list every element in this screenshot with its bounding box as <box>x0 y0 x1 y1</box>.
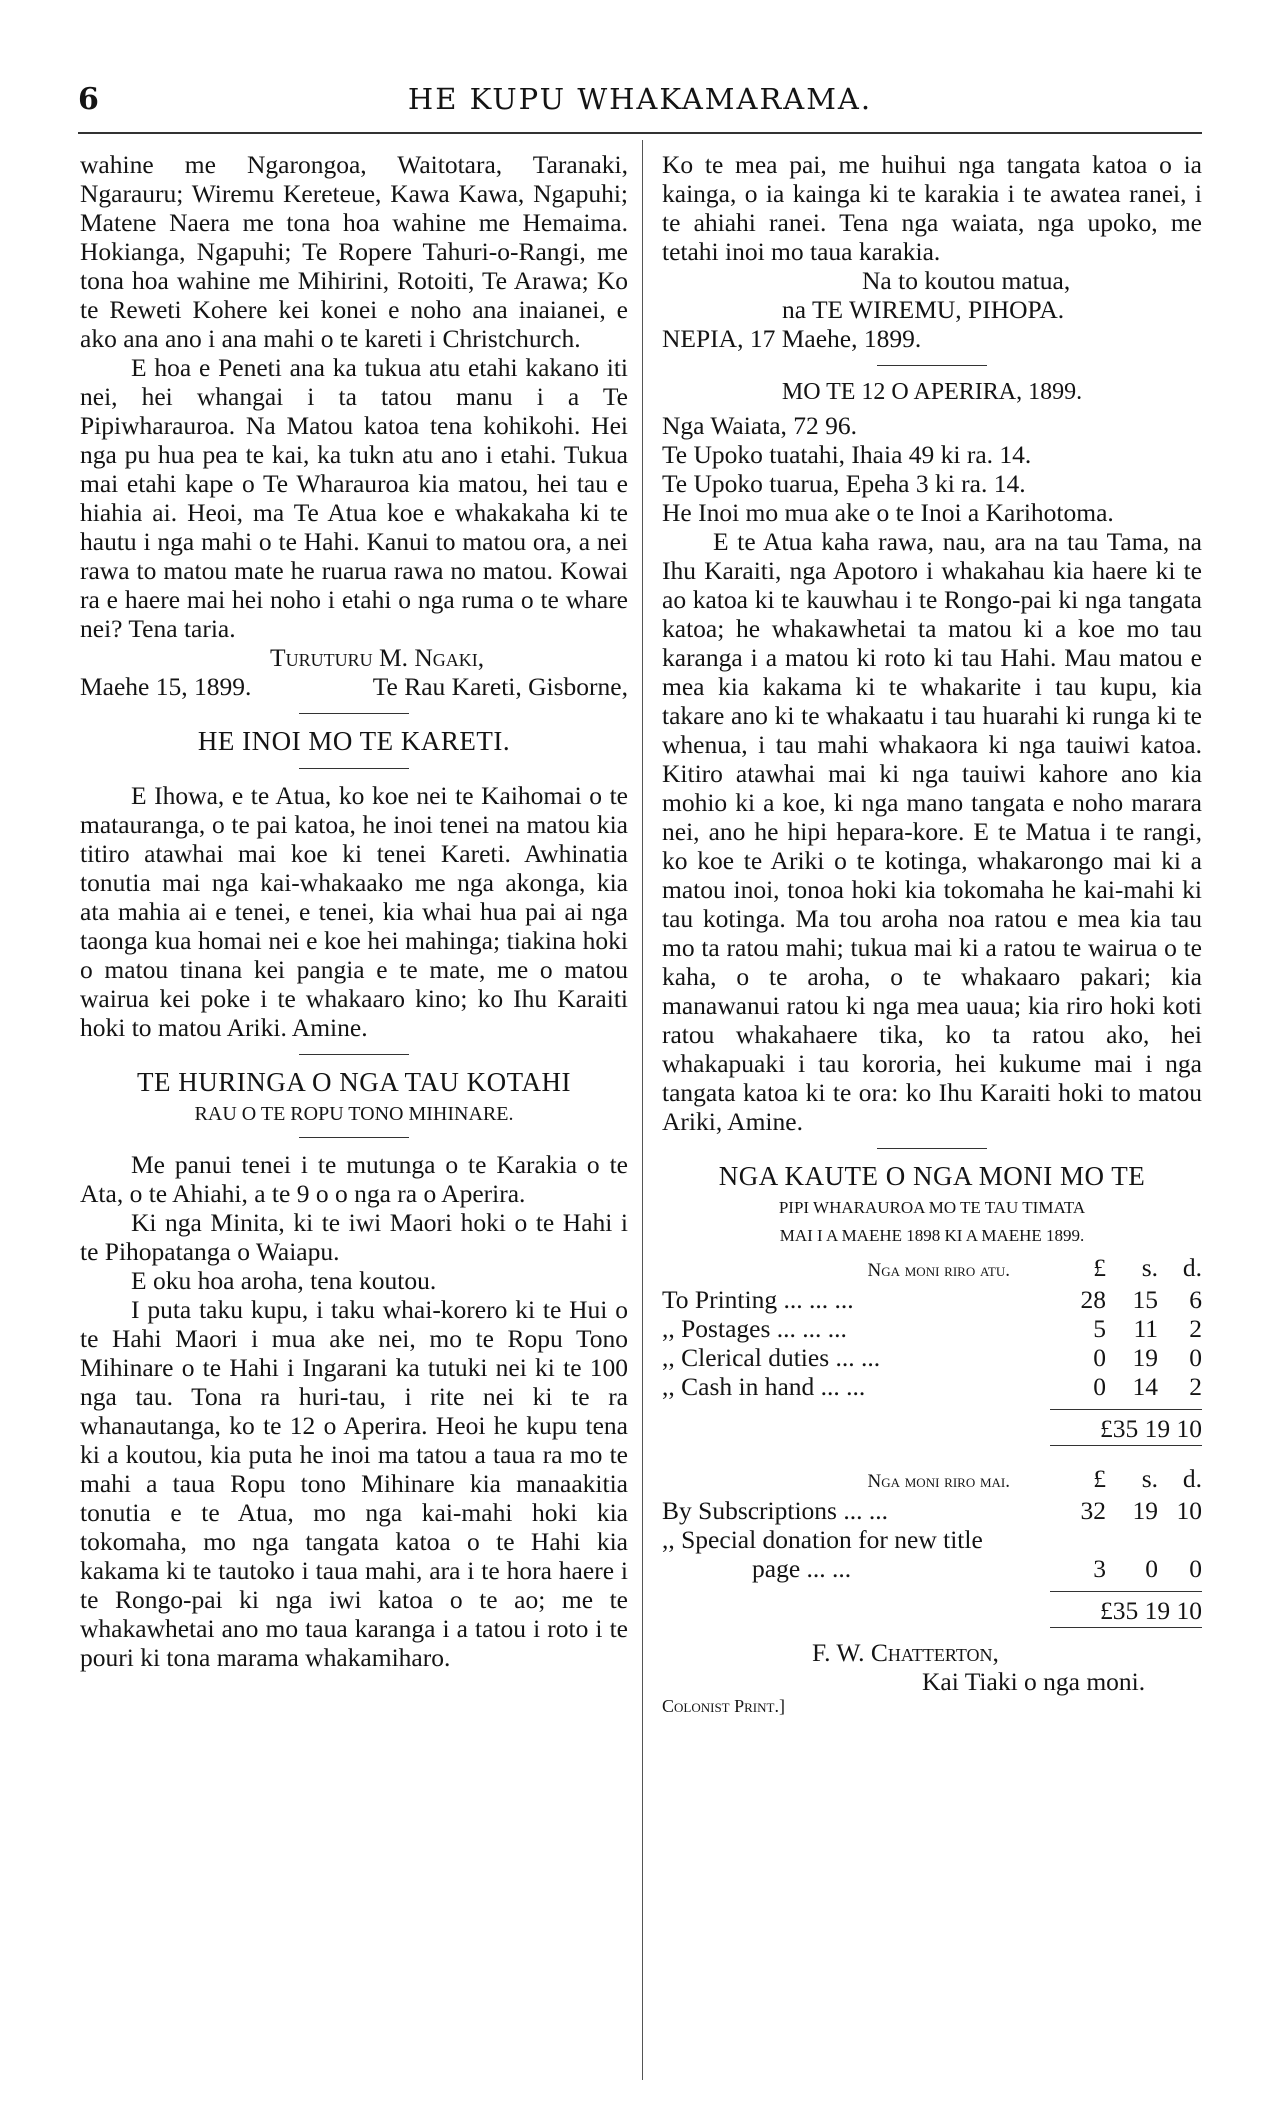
ledger-shillings: 11 <box>1133 1314 1158 1343</box>
centenary-subtitle: RAU O TE ROPU TONO MIHINARE. <box>194 1103 514 1125</box>
shillings-heading: s. <box>1141 1253 1158 1282</box>
received-header <box>662 1464 1202 1496</box>
ledger-pounds: 32 <box>1080 1496 1106 1525</box>
ledger-row <box>662 1496 1202 1525</box>
centenary-title: TE HURINGA O NGA TAU KOTAHI <box>137 1067 571 1097</box>
ledger-row <box>662 1343 1202 1372</box>
letter-signature-name: Turuturu M. Ngaki, <box>270 643 485 672</box>
ledger-label: ,, Cash in hand ... ... <box>662 1372 866 1401</box>
section-rule <box>299 1054 409 1055</box>
column-divider <box>642 140 643 2080</box>
ledger-row <box>662 1525 1202 1554</box>
letter-signature-line <box>80 672 628 701</box>
ledger-label: ,, Special donation for new title <box>662 1525 983 1554</box>
mission-prayer: E te Atua kaha rawa, nau, ara na tau Tama, na Ihu Karaiti, nga Apotoro i whakahau kia haere ki te ao katoa ki te kauwhau i te Rongo-pai ki nga tangata katoa; he whakawhetai ta matou ki a koe mo tau karanga i a matou ki roto ki tau Hahi. Mau matou e mea kia kakama ki te whakarite i tau kupu, kia takare ano ki te whakaatu i tau huarahi ki runga ki te whenua, i tau mahi whakaora ki nga tauiwi katoa. Kitiro atawhai mai ki nga tauiwi kahore ano kia mohio ki a koe, ki nga mano tangata e noho marara nei, ano he hipi hepara-kore. E te Matua i te rangi, ko koe te Ariki o te kotinga, whakarongo mai ki a matou inoi, tonoa hoki kia tokomaha he kai-mahi ki tau kotinga. Ma tou aroha noa ratou e mea kia tau mo ta ratou mahi; tukua mai ki a ratou te wairua o te kaha, o te aroha, o te whakaaro pakari; kia manawanui ratou ki nga mea uaua; kia riro hoki koti ratou whakahaere tika, ko ta ratou ako, hei whakapuaki i tau kororia, hei kukume mai i nga tangata katoa ki te ora: ko Ihu Karaiti hoki to matou Ariki, Amine. <box>662 527 1202 1136</box>
dateline: NEPIA, 17 Maehe, 1899. <box>662 324 922 353</box>
received-heading: Nga moni riro mai. <box>867 1471 1010 1492</box>
ledger-shillings: 19 <box>1132 1343 1158 1372</box>
treasurer-title: Kai Tiaki o nga moni. <box>922 1667 1146 1696</box>
accounts-subtitle-1: PIPI WHARAUROA MO TE TAU TIMATA <box>778 1198 1086 1217</box>
pence-heading: d. <box>1182 1464 1202 1493</box>
total-paid-out-value: £35 19 10 <box>1050 1409 1202 1446</box>
ledger-pounds: 0 <box>1093 1343 1106 1372</box>
ledger-label: ,, Postages ... ... ... <box>662 1314 847 1343</box>
page-number: 6 <box>78 82 99 117</box>
ledger-pence: 2 <box>1189 1314 1202 1343</box>
page-header <box>78 82 1202 126</box>
header-rule <box>78 132 1202 134</box>
ledger-shillings: 0 <box>1145 1554 1158 1583</box>
prayer-title: HE INOI MO TE KARETI. <box>197 726 511 756</box>
accounts-subtitle-2: MAI I A MAEHE 1898 KI A MAEHE 1899. <box>779 1226 1085 1245</box>
ledger-pence: 2 <box>1189 1372 1202 1401</box>
section-rule <box>299 713 409 714</box>
paid-out-header <box>662 1253 1202 1285</box>
date-heading: MO TE 12 O APERIRA, 1899. <box>781 379 1083 405</box>
ledger-label: To Printing ... ... ... <box>662 1285 854 1314</box>
pounds-heading: £ <box>1093 1464 1106 1493</box>
ledger-label: ,, Clerical duties ... ... <box>662 1343 881 1372</box>
section-rule <box>299 768 409 769</box>
bishop-signature-1: Na to koutou matua, <box>862 266 1071 295</box>
total-paid-out <box>662 1409 1202 1446</box>
total-received <box>662 1591 1202 1628</box>
bishop-signature-2: na TE WIREMU, PIHOPA. <box>782 295 1065 324</box>
ledger-row <box>662 1554 1202 1583</box>
ledger-pounds: 3 <box>1093 1554 1106 1583</box>
service-paragraph: Ko te mea pai, me huihui nga tangata katoa o ia kainga, o ia kainga ki te karakia i te awatea ranei, i te ahiahi ranei. Tena nga waiata, nga upoko, me tetahi inoi mo taua karakia. <box>662 150 1202 266</box>
section-rule <box>877 1148 987 1149</box>
shillings-heading: s. <box>1141 1464 1158 1493</box>
centenary-paragraph-2: Ki nga Minita, ki te iwi Maori hoki o te Hahi i te Pihopatanga o Waiapu. <box>80 1208 628 1266</box>
ledger-shillings: 14 <box>1132 1372 1158 1401</box>
accounts-title: NGA KAUTE O NGA MONI MO TE <box>718 1161 1146 1191</box>
centenary-paragraph-4: I puta taku kupu, i taku whai-korero ki te Hui o te Hahi Maori i mua ake nei, mo te Ropu Tono Mihinare o te Hahi i Ingarani ka tutuki nei ki te 100 nga tau. Tona ra huri-tau, i rite nei ki te ra whanautanga, ko te 12 o Aperira. Heoi he kupu tena ki a koutou, kia puta he inoi ma tatou a taua ra mo te mahi a taua Ropu tono Mihinare kia manaakitia tonutia e te Atua, mo nga kai-mahi hoki kia tokomaha, mo nga tangata katoa o te Hahi kia kakama ki te tautoko i taua mahi, ara i te hora haere i te Rongo-pai ki nga iwi katoa o te ao; me te whakawhetai ano mo taua karanga i a tatou i roto i te pouri ki tona marama whakamiharo. <box>80 1295 628 1672</box>
order-line: Te Upoko tuarua, Epeha 3 ki ra. 14. <box>662 469 1026 498</box>
total-received-value: £35 19 10 <box>1050 1591 1202 1628</box>
left-column <box>80 150 628 1672</box>
prayer-text: E Ihowa, e te Atua, ko koe nei te Kaihomai o te matauranga, o te pai katoa, he inoi tenei na matou kia titiro atawhai mai koe ki tenei Kareti. Awhinatia tonutia mai nga kai-whakaako me nga akonga, kia ata mahia ai e tenei, e tenei, kia whai hua pai ai nga taonga kua homai nei e koe hei mahinga; tiakina hoki o matou tinana kei pangia e te mate, me o matou wairua kei poke i te whakaaro kino; ko Ihu Karaiti hoki to matou Ariki. Amine. <box>80 781 628 1042</box>
order-line: He Inoi mo mua ake o te Inoi a Karihotoma. <box>662 498 1114 527</box>
ledger-pence: 10 <box>1176 1496 1202 1525</box>
letter-date: Maehe 15, 1899. <box>80 672 252 701</box>
ledger-row <box>662 1285 1202 1314</box>
printer-imprint: Colonist Print.] <box>662 1696 785 1716</box>
ledger-shillings: 19 <box>1132 1496 1158 1525</box>
ledger-row <box>662 1314 1202 1343</box>
letter-paragraph-2: E hoa e Peneti ana ka tukua atu etahi kakano iti nei, hei whangai i ta tatou manu i a Te Pipiwharauroa. Na Matou katoa tena kohikohi. Hei nga pu hua pea te kai, ka tukn atu ano i etahi. Tukua mai etahi kape o Te Wharauroa kia matou, hei tau e hiahia ai. Heoi, ma Te Atua koe e whakakaha ki te hautu i nga mahi o te Hahi. Kanui to matou ora, a nei rawa to matou mate he ruarua rawa no matou. Kowai ra e haere mai hei noho i etahi o nga ruma o te whare nei? Tena taria. <box>80 353 628 643</box>
section-rule <box>877 365 987 366</box>
order-line: Nga Waiata, 72 96. <box>662 411 858 440</box>
letter-place: Te Rau Kareti, Gisborne, <box>372 672 628 701</box>
ledger-pounds: 5 <box>1093 1314 1106 1343</box>
ledger-pence: 0 <box>1189 1554 1202 1583</box>
pounds-heading: £ <box>1093 1253 1106 1282</box>
section-rule <box>299 1137 409 1138</box>
running-title: HE KUPU WHAKAMARAMA. <box>407 82 873 116</box>
centenary-paragraph-3: E oku hoa aroha, tena koutou. <box>131 1266 437 1295</box>
pence-heading: d. <box>1182 1253 1202 1282</box>
ledger-label: By Subscriptions ... ... <box>662 1496 888 1525</box>
right-column <box>662 150 1202 1721</box>
ledger-pence: 6 <box>1189 1285 1202 1314</box>
ledger-pounds: 28 <box>1080 1285 1106 1314</box>
ledger-pence: 0 <box>1189 1343 1202 1372</box>
ledger-pounds: 0 <box>1093 1372 1106 1401</box>
ledger-row <box>662 1372 1202 1401</box>
centenary-paragraph-1: Me panui tenei i te mutunga o te Karakia o te Ata, o te Ahiahi, a te 9 o o nga ra o Aperira. <box>80 1150 628 1208</box>
paid-out-heading: Nga moni riro atu. <box>867 1260 1010 1281</box>
ledger-label: page ... ... <box>752 1554 852 1583</box>
treasurer-name: F. W. Chatterton, <box>812 1638 999 1667</box>
order-line: Te Upoko tuatahi, Ihaia 49 ki ra. 14. <box>662 440 1032 469</box>
letter-paragraph-1: wahine me Ngarongoa, Waitotara, Taranaki, Ngarauru; Wiremu Kereteue, Kawa Kawa, Ngapuhi; Matene Naera me tona hoa wahine me Hemaima. Hokianga, Ngapuhi; Te Ropere Tahuri-o-Rangi, me tona hoa wahine me Mihirini, Rotoiti, Te Arawa; Ko te Reweti Kohere kei konei e noho ana inaianei, e ako ana ano i ana mahi o te kareti i Christchurch. <box>80 150 628 353</box>
ledger-shillings: 15 <box>1132 1285 1158 1314</box>
